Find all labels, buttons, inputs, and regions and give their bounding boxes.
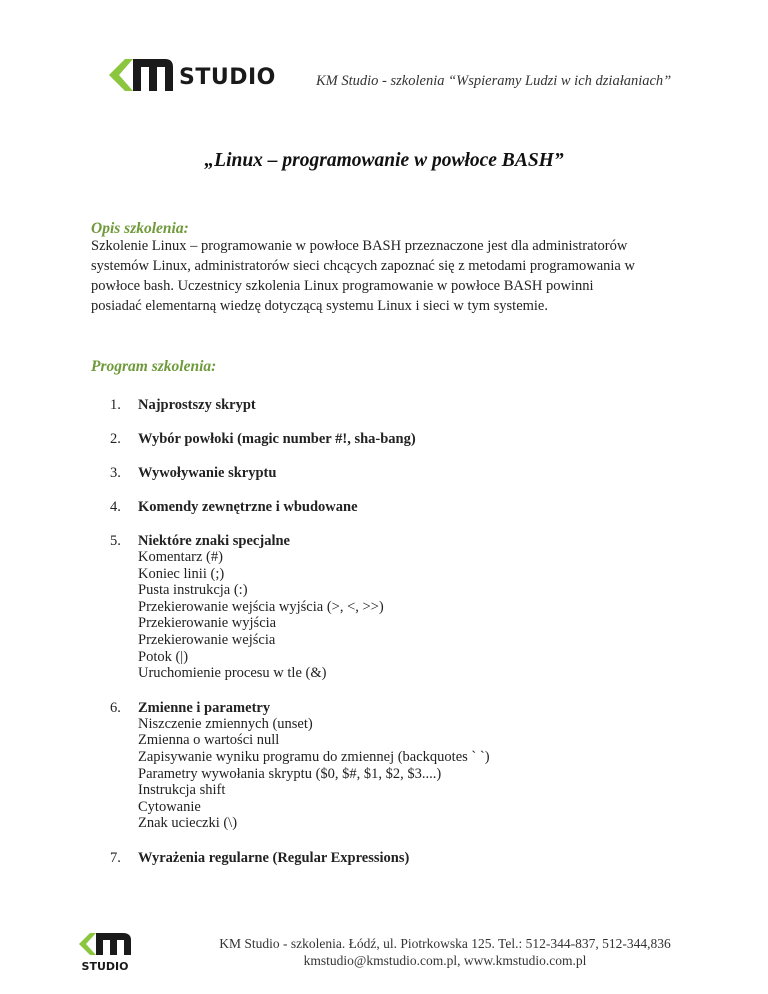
program-subtopic: Zapisywanie wyniku programu do zmiennej (backquotes ` `) bbox=[138, 748, 490, 765]
program-item-title: Najprostszy skrypt bbox=[138, 397, 256, 413]
program-item-number: 6. bbox=[110, 699, 121, 716]
program-subtopic: Uruchomienie procesu w tle (&) bbox=[138, 665, 327, 682]
program-item bbox=[110, 499, 710, 515]
program-item-number: 4. bbox=[110, 499, 121, 515]
program-item-title: Komendy zewnętrzne i wbudowane bbox=[138, 499, 358, 515]
program-item-number: 7. bbox=[110, 849, 121, 866]
program-item-number: 3. bbox=[110, 465, 121, 481]
svg-text:STUDIO: STUDIO bbox=[81, 960, 129, 973]
footer-address: KM Studio - szkolenia. Łódź, ul. Piotrkowska 125. Tel.: 512-344-837, 512-344,836 bbox=[219, 936, 671, 951]
program-item bbox=[110, 533, 710, 682]
program-subtopic: Przekierowanie wyjścia bbox=[138, 615, 277, 632]
page-header bbox=[107, 55, 707, 95]
program-subtopic: Potok (|) bbox=[138, 648, 189, 665]
program-list bbox=[110, 397, 710, 884]
program-heading: Program szkolenia: bbox=[91, 358, 217, 375]
program-item-number: 2. bbox=[110, 431, 121, 447]
footer-links: kmstudio@kmstudio.com.pl, www.kmstudio.com.pl bbox=[303, 952, 587, 968]
program-item-title: Wybór powłoki (magic number #!, sha-bang) bbox=[138, 431, 416, 447]
program-item-title: Wyrażenia regularne (Regular Expressions) bbox=[138, 849, 410, 866]
km-studio-logo bbox=[107, 55, 287, 91]
svg-text:STUDIO: STUDIO bbox=[179, 65, 276, 90]
program-item bbox=[110, 700, 710, 832]
description-line: Szkolenie Linux – programowanie w powłoce BASH przeznaczone jest dla administratorów bbox=[91, 238, 628, 254]
footer-contact bbox=[200, 936, 690, 969]
program-subtopic: Cytowanie bbox=[138, 798, 201, 815]
description-line: powłoce bash. Uczestnicy szkolenia Linux programowanie w powłoce BASH powinni bbox=[91, 278, 594, 294]
program-item-title: Niektóre znaki specjalne bbox=[138, 533, 290, 549]
program-subtopic: Komentarz (#) bbox=[138, 549, 223, 565]
description-heading: Opis szkolenia: bbox=[91, 220, 189, 237]
program-subtopic: Zmienna o wartości null bbox=[138, 732, 280, 749]
description-line: posiadać elementarną wiedzę dotyczącą systemu Linux i sieci w tym systemie. bbox=[91, 298, 548, 314]
program-subtopic: Przekierowanie wejścia wyjścia (>, <, >>) bbox=[138, 598, 384, 615]
program-item-title: Zmienne i parametry bbox=[138, 699, 271, 716]
program-subtopic: Parametry wywołania skryptu ($0, $#, $1, $2, $3....) bbox=[138, 765, 442, 782]
program-item bbox=[110, 431, 710, 447]
description-line: systemów Linux, administratorów sieci chcących zapoznać się z metodami programowania w bbox=[91, 258, 635, 274]
header-tagline: KM Studio - szkolenia “Wspieramy Ludzi w ich działaniach” bbox=[316, 73, 672, 89]
program-item-number: 5. bbox=[110, 533, 121, 549]
page-title: „Linux – programowanie w powłoce BASH” bbox=[204, 150, 564, 171]
program-item-number: 1. bbox=[110, 397, 121, 413]
description-text bbox=[91, 236, 691, 316]
program-subtopic: Koniec linii (;) bbox=[138, 565, 225, 582]
program-item bbox=[110, 397, 710, 413]
program-subtopic: Przekierowanie wejścia bbox=[138, 631, 276, 648]
program-subtopic: Pusta instrukcja (:) bbox=[138, 582, 248, 599]
program-subtopic: Niszczenie zmiennych (unset) bbox=[138, 715, 313, 732]
program-item-title: Wywoływanie skryptu bbox=[138, 465, 277, 481]
program-item bbox=[110, 465, 710, 481]
program-item bbox=[110, 850, 710, 866]
program-subtopic: Znak ucieczki (\) bbox=[138, 815, 238, 832]
program-subtopic: Instrukcja shift bbox=[138, 782, 226, 799]
footer-logo bbox=[79, 930, 135, 974]
